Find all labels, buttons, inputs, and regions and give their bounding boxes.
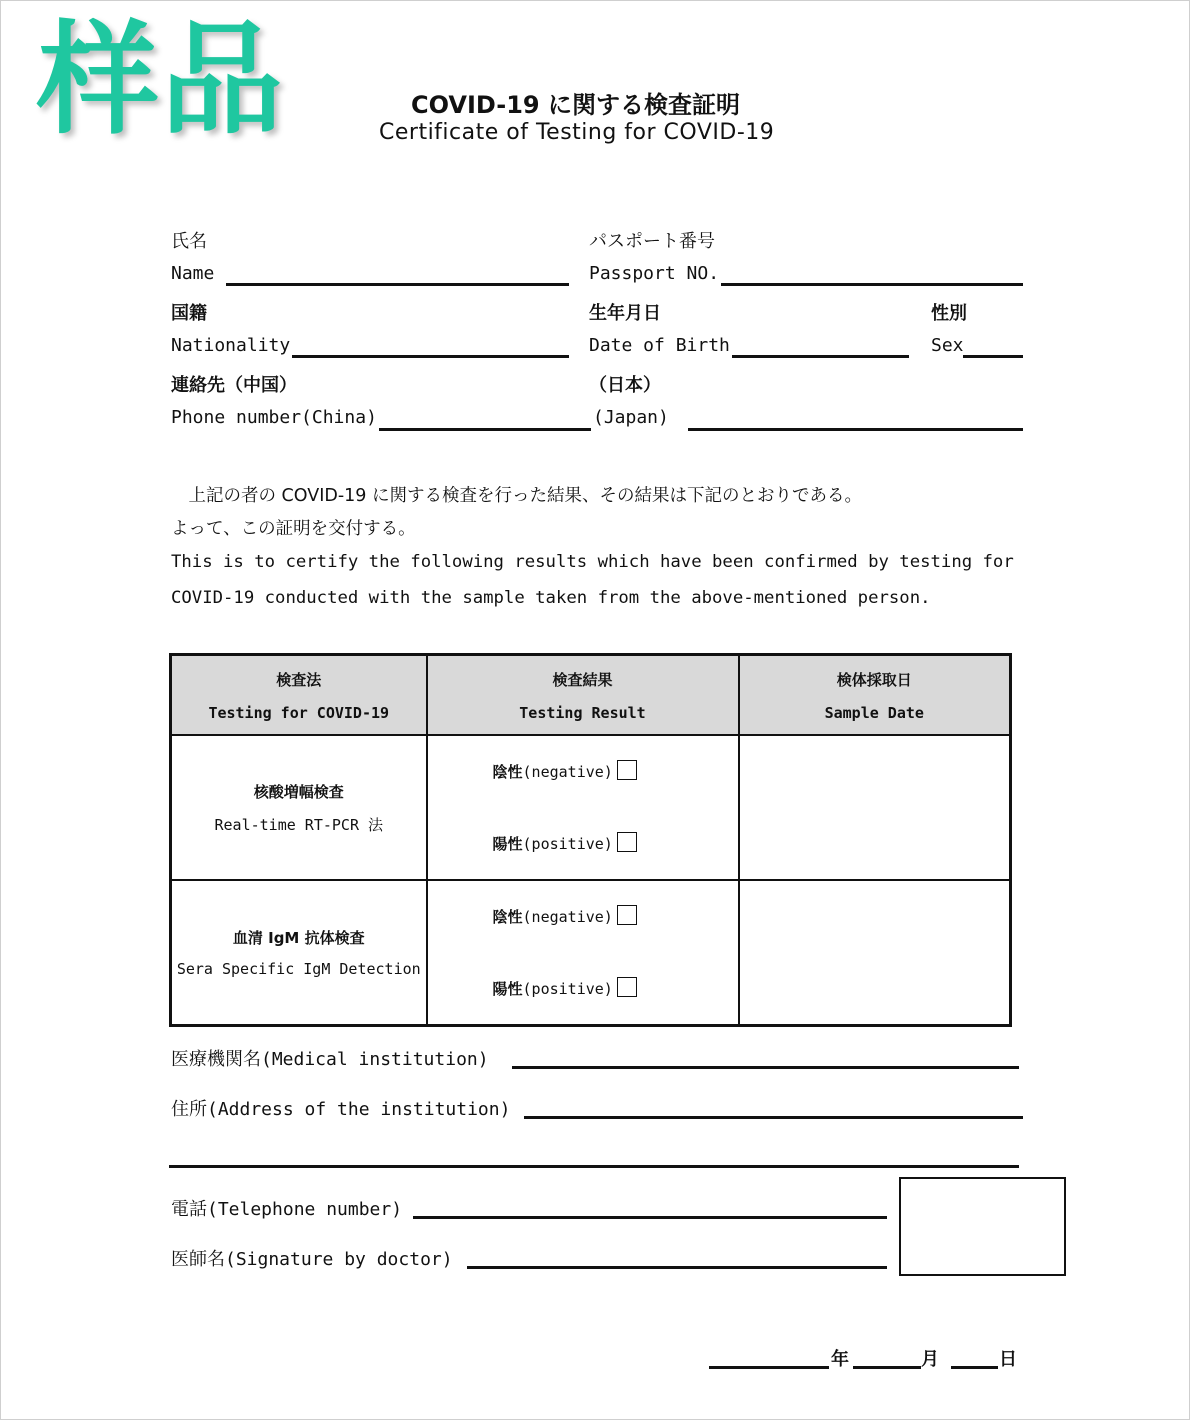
method-en: Sera Specific IgM Detection xyxy=(176,959,421,978)
header-sample-date-jp: 検体採取日 xyxy=(836,670,912,689)
statement-jp-line2: よって、この証明を交付する。 xyxy=(171,519,416,539)
negative-label-en: (negative) xyxy=(522,763,613,781)
positive-label-jp: 陽性 xyxy=(492,835,523,853)
statement-en-line2: COVID-19 conducted with the sample taken from the above-mentioned person. xyxy=(171,588,931,608)
phone-japan-label-en: (Japan) xyxy=(593,407,669,428)
positive-checkbox[interactable] xyxy=(617,977,637,997)
statement-jp-line1: 上記の者の COVID-19 に関する検査を行った結果、その結果は下記のとおりである。 xyxy=(171,486,862,506)
negative-checkbox[interactable] xyxy=(617,760,637,780)
positive-label-jp: 陽性 xyxy=(492,980,523,998)
day-field[interactable] xyxy=(951,1366,998,1369)
method-cell xyxy=(171,880,427,1025)
title-english: Certificate of Testing for COVID-19 xyxy=(379,120,775,145)
phone-china-label-en: Phone number(China) xyxy=(171,407,377,428)
positive-label-en: (positive) xyxy=(522,835,613,853)
telephone-label: 電話(Telephone number) xyxy=(171,1199,403,1220)
header-method-jp: 検査法 xyxy=(276,670,322,689)
result-cell xyxy=(427,880,739,1025)
sex-label-jp: 性別 xyxy=(931,303,967,324)
phone-china-field[interactable] xyxy=(379,428,591,431)
table-row xyxy=(171,880,1011,1025)
telephone-field[interactable] xyxy=(413,1216,887,1219)
day-label: 日 xyxy=(999,1349,1017,1370)
title-japanese: COVID-19 に関する検査証明 xyxy=(411,91,740,119)
header-method xyxy=(171,655,427,736)
statement-en-line1: This is to certify the following results which have been confirmed by testing for xyxy=(171,552,1014,572)
header-result-jp: 検査結果 xyxy=(552,670,613,689)
institution-name-field[interactable] xyxy=(512,1066,1019,1069)
sex-field[interactable] xyxy=(963,355,1023,358)
method-en: Real-time RT-PCR 法 xyxy=(214,815,384,834)
nationality-label-jp: 国籍 xyxy=(171,303,207,324)
year-field[interactable] xyxy=(709,1366,829,1369)
method-cell xyxy=(171,735,427,880)
header-result xyxy=(427,655,739,736)
contact-china-label-jp: 連絡先（中国） xyxy=(171,375,297,396)
header-method-en: Testing for COVID-19 xyxy=(208,703,390,722)
seal-box[interactable] xyxy=(899,1177,1066,1276)
dob-field[interactable] xyxy=(732,355,909,358)
institution-address-label: 住所(Address of the institution) xyxy=(171,1099,511,1120)
month-label: 月 xyxy=(921,1349,939,1370)
positive-option[interactable] xyxy=(493,977,637,999)
phone-japan-field[interactable] xyxy=(688,428,1023,431)
name-field[interactable] xyxy=(226,283,569,286)
sex-label-en: Sex xyxy=(931,335,964,356)
name-label-jp: 氏名 xyxy=(171,231,207,252)
institution-address-field[interactable] xyxy=(524,1116,1023,1119)
doctor-signature-field[interactable] xyxy=(467,1266,887,1269)
result-cell xyxy=(427,735,739,880)
positive-checkbox[interactable] xyxy=(617,832,637,852)
negative-checkbox[interactable] xyxy=(617,905,637,925)
doctor-signature-label: 医師名(Signature by doctor) xyxy=(171,1249,453,1270)
table-header-row xyxy=(171,655,1011,736)
sample-watermark: 样品 xyxy=(37,9,285,151)
header-sample-date-en: Sample Date xyxy=(824,703,924,722)
negative-option[interactable] xyxy=(493,760,637,782)
negative-label-jp: 陰性 xyxy=(492,763,523,781)
institution-name-label: 医療機関名(Medical institution) xyxy=(171,1049,489,1070)
method-jp: 核酸増幅検査 xyxy=(253,782,344,801)
table-row xyxy=(171,735,1011,880)
negative-option[interactable] xyxy=(493,905,637,927)
sample-date-cell[interactable] xyxy=(739,735,1011,880)
negative-label-jp: 陰性 xyxy=(492,908,523,926)
results-table xyxy=(169,653,1012,1027)
dob-label-en: Date of Birth xyxy=(589,335,730,356)
method-jp: 血清 IgM 抗体検査 xyxy=(232,928,365,947)
contact-japan-label-jp: （日本） xyxy=(589,375,661,396)
negative-label-en: (negative) xyxy=(522,908,613,926)
header-result-en: Testing Result xyxy=(519,703,646,722)
institution-address-field-line2[interactable] xyxy=(169,1165,1019,1168)
dob-label-jp: 生年月日 xyxy=(589,303,661,324)
positive-label-en: (positive) xyxy=(522,980,613,998)
passport-field[interactable] xyxy=(721,283,1023,286)
month-field[interactable] xyxy=(853,1366,921,1369)
nationality-label-en: Nationality xyxy=(171,335,291,356)
header-sample-date xyxy=(739,655,1011,736)
passport-label-en: Passport NO. xyxy=(589,263,720,284)
year-label: 年 xyxy=(831,1349,849,1370)
name-label-en: Name xyxy=(171,263,215,284)
sample-date-cell[interactable] xyxy=(739,880,1011,1025)
passport-label-jp: パスポート番号 xyxy=(589,231,715,252)
positive-option[interactable] xyxy=(493,832,637,854)
nationality-field[interactable] xyxy=(292,355,569,358)
